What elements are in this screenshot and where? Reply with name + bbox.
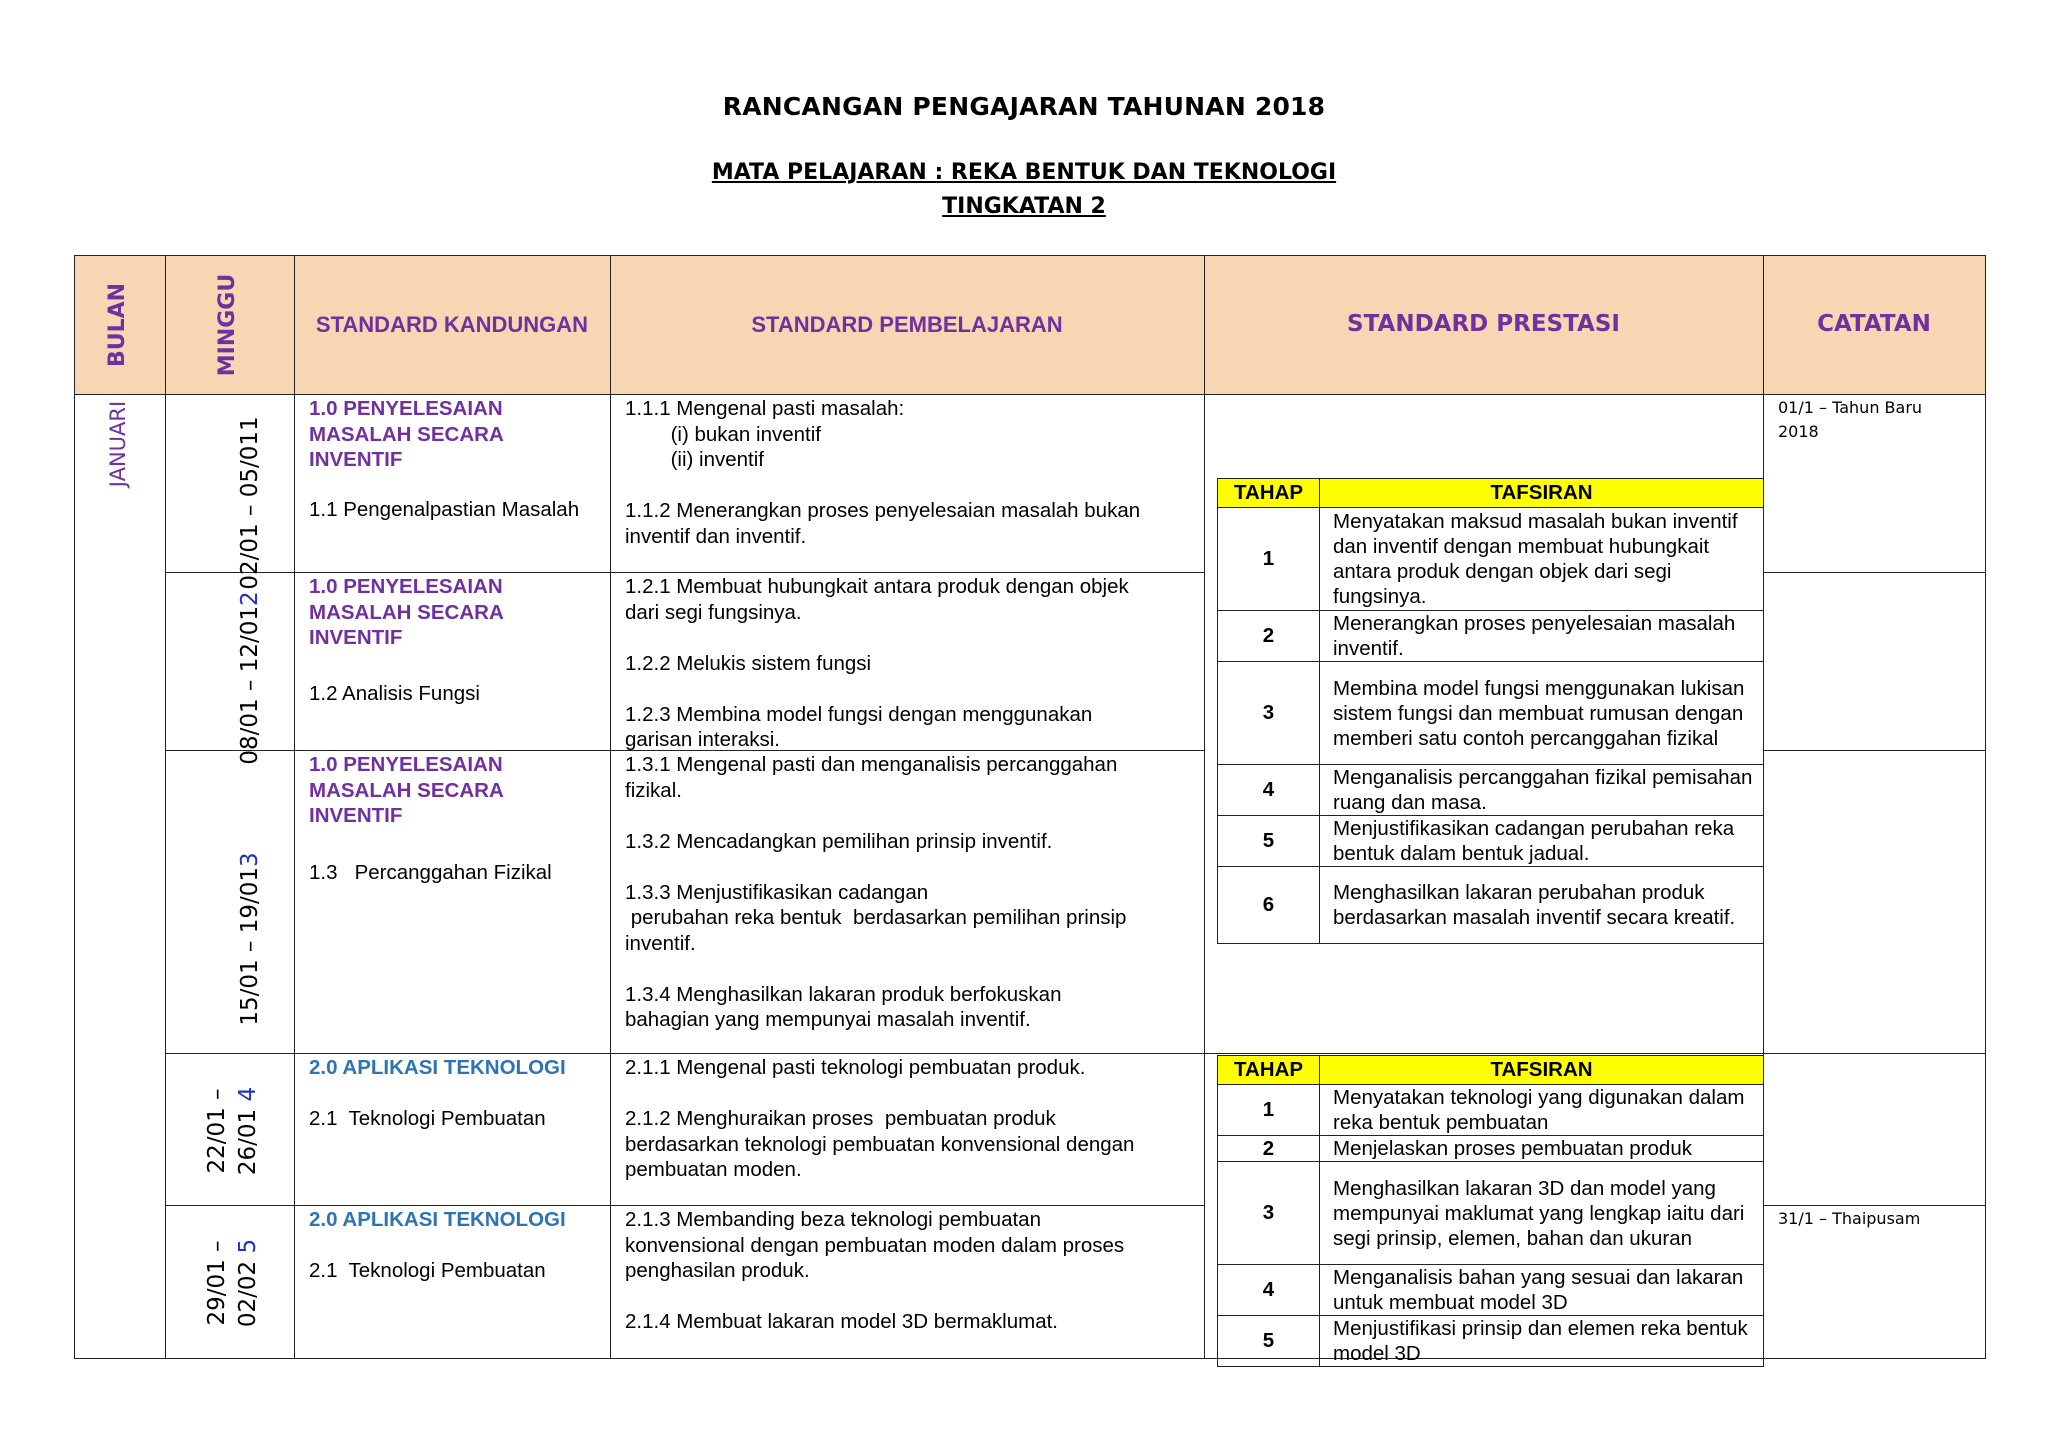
- tafsiran-table-2-header: [1218, 1056, 1764, 1085]
- row-5-catatan: 31/1 – Thaipusam: [1778, 1209, 1921, 1228]
- column-header-minggu: MINGGU: [215, 273, 240, 377]
- tahap-value: 5: [1218, 1316, 1320, 1367]
- week-4-dates-line2: 26/01 4: [235, 1086, 261, 1176]
- table-row: [1218, 816, 1764, 867]
- tahap-value: 4: [1218, 1265, 1320, 1316]
- tafsiran-text: Menganalisis percanggahan fizikal pemisahan ruang dan masa.: [1320, 765, 1764, 816]
- tahap-header: TAHAP: [1218, 1056, 1320, 1085]
- column-header-standard-pembelajaran: STANDARD PEMBELAJARAN: [751, 312, 1063, 337]
- row-4-standard-pembelajaran: 2.1.1 Mengenal pasti teknologi pembuatan produk. 2.1.2 Menghuraikan proses pembuatan produk berdasarkan teknologi pembuatan konvensional dengan pembuatan moden.: [625, 1056, 1135, 1181]
- tahap-value: 2: [1218, 611, 1320, 662]
- table-row: [1218, 611, 1764, 662]
- week-3-dates: 15/01 – 19/013: [237, 852, 263, 1026]
- tafsiran-text: Menerangkan proses penyelesaian masalah inventif.: [1320, 611, 1764, 662]
- column-header-bulan: BULAN: [105, 282, 130, 368]
- tafsiran-header: TAFSIRAN: [1320, 479, 1764, 508]
- column-header-standard-kandungan: STANDARD KANDUNGAN: [315, 312, 589, 337]
- tahap-value: 3: [1218, 1162, 1320, 1265]
- tafsiran-text: Menjustifikasikan cadangan perubahan reka bentuk dalam bentuk jadual.: [1320, 816, 1764, 867]
- tahap-value: 3: [1218, 662, 1320, 765]
- week-5-dates-line1: 29/01 –: [204, 1240, 230, 1326]
- table-row: [1218, 1265, 1764, 1316]
- table-row: [1218, 1316, 1764, 1367]
- row-3-standard-pembelajaran: 1.3.1 Mengenal pasti dan menganalisis percanggahan fizikal. 1.3.2 Mencadangkan pemilihan prinsip inventif. 1.3.3 Menjustifikasikan cadangan perubahan reka bentuk berdasarkan pemilihan prinsip inventif. 1.3.4 Menghasilkan lakaran produk berfokuskan bahagian yang mempunyai masalah inventif.: [625, 753, 1127, 1031]
- tafsiran-table-1: [1217, 478, 1764, 944]
- subject-heading: MATA PELAJARAN : REKA BENTUK DAN TEKNOLOGI: [711, 160, 1337, 185]
- row-2-standard-pembelajaran: 1.2.1 Membuat hubungkait antara produk dengan objek dari segi fungsinya. 1.2.2 Melukis sistem fungsi 1.2.3 Membina model fungsi dengan menggunakan garisan interaksi.: [625, 575, 1129, 751]
- tafsiran-text: Menghasilkan lakaran 3D dan model yang mempunyai maklumat yang lengkap iaitu dari segi prinsip, elemen, bahan dan ukuran: [1320, 1162, 1764, 1265]
- row-2-sk-sub: 1.2 Analisis Fungsi: [309, 682, 480, 705]
- form-heading: TINGKATAN 2: [942, 194, 1106, 219]
- row-4-sk-title: 2.0 APLIKASI TEKNOLOGI: [309, 1056, 566, 1079]
- row-1-standard-pembelajaran: 1.1.1 Mengenal pasti masalah: (i) bukan inventif (ii) inventif 1.1.2 Menerangkan proses penyelesaian masalah bukan inventif dan inventif.: [625, 397, 1141, 548]
- tahap-value: 1: [1218, 508, 1320, 611]
- tahap-value: 5: [1218, 816, 1320, 867]
- row-1-sk-sub: 1.1 Pengenalpastian Masalah: [309, 498, 580, 521]
- tahap-value: 1: [1218, 1085, 1320, 1136]
- week-1-dates: 02/01 – 05/011: [237, 416, 263, 590]
- week-5-dates-line2: 02/02 5: [235, 1238, 261, 1328]
- table-row: [1218, 508, 1764, 611]
- table-row: [1218, 1085, 1764, 1136]
- row-1-sk-title: 1.0 PENYELESAIAN MASALAH SECARA INVENTIF: [309, 397, 504, 471]
- week-2-dates: 08/01 – 12/012: [237, 591, 263, 765]
- table-row: [1218, 867, 1764, 944]
- tafsiran-text: Menyatakan teknologi yang digunakan dalam reka bentuk pembuatan: [1320, 1085, 1764, 1136]
- table-row: [1218, 1162, 1764, 1265]
- tafsiran-text: Menjustifikasi prinsip dan elemen reka bentuk model 3D: [1320, 1316, 1764, 1367]
- month-label: JANUARI: [106, 400, 130, 488]
- tahap-header: TAHAP: [1218, 479, 1320, 508]
- tafsiran-text: Menganalisis bahan yang sesuai dan lakaran untuk membuat model 3D: [1320, 1265, 1764, 1316]
- table-row: [1218, 662, 1764, 765]
- tafsiran-table-1-header: [1218, 479, 1764, 508]
- column-header-standard-prestasi: STANDARD PRESTASI: [1347, 311, 1620, 337]
- tahap-value: 2: [1218, 1136, 1320, 1162]
- row-1-catatan: 01/1 – Tahun Baru 2018: [1778, 398, 1923, 441]
- row-4-sk-sub: 2.1 Teknologi Pembuatan: [309, 1107, 546, 1130]
- table-row: [1218, 1136, 1764, 1162]
- row-5-sk-sub: 2.1 Teknologi Pembuatan: [309, 1259, 546, 1282]
- tahap-value: 4: [1218, 765, 1320, 816]
- table-row: [1218, 765, 1764, 816]
- row-3-sk-sub: 1.3 Percanggahan Fizikal: [309, 861, 552, 884]
- row-2-sk-title: 1.0 PENYELESAIAN MASALAH SECARA INVENTIF: [309, 575, 504, 649]
- row-5-standard-pembelajaran: 2.1.3 Membanding beza teknologi pembuatan konvensional dengan pembuatan moden dalam proses penghasilan produk. 2.1.4 Membuat lakaran model 3D bermaklumat.: [625, 1208, 1125, 1333]
- row-5-sk-title: 2.0 APLIKASI TEKNOLOGI: [309, 1208, 566, 1231]
- tafsiran-header: TAFSIRAN: [1320, 1056, 1764, 1085]
- week-4-dates-line1: 22/01 –: [204, 1088, 230, 1174]
- row-3-sk-title: 1.0 PENYELESAIAN MASALAH SECARA INVENTIF: [309, 753, 504, 827]
- document-title: RANCANGAN PENGAJARAN TAHUNAN 2018: [722, 92, 1326, 121]
- tafsiran-text: Membina model fungsi menggunakan lukisan sistem fungsi dan membuat rumusan dengan memberi satu contoh percanggahan fizikal: [1320, 662, 1764, 765]
- tahap-value: 6: [1218, 867, 1320, 944]
- column-header-catatan: CATATAN: [1817, 311, 1931, 337]
- tafsiran-text: Menjelaskan proses pembuatan produk: [1320, 1136, 1764, 1162]
- tafsiran-text: Menghasilkan lakaran perubahan produk berdasarkan masalah inventif secara kreatif.: [1320, 867, 1764, 944]
- tafsiran-text: Menyatakan maksud masalah bukan inventif dan inventif dengan membuat hubungkait antara produk dengan objek dari segi fungsinya.: [1320, 508, 1764, 611]
- tafsiran-table-2: [1217, 1055, 1764, 1367]
